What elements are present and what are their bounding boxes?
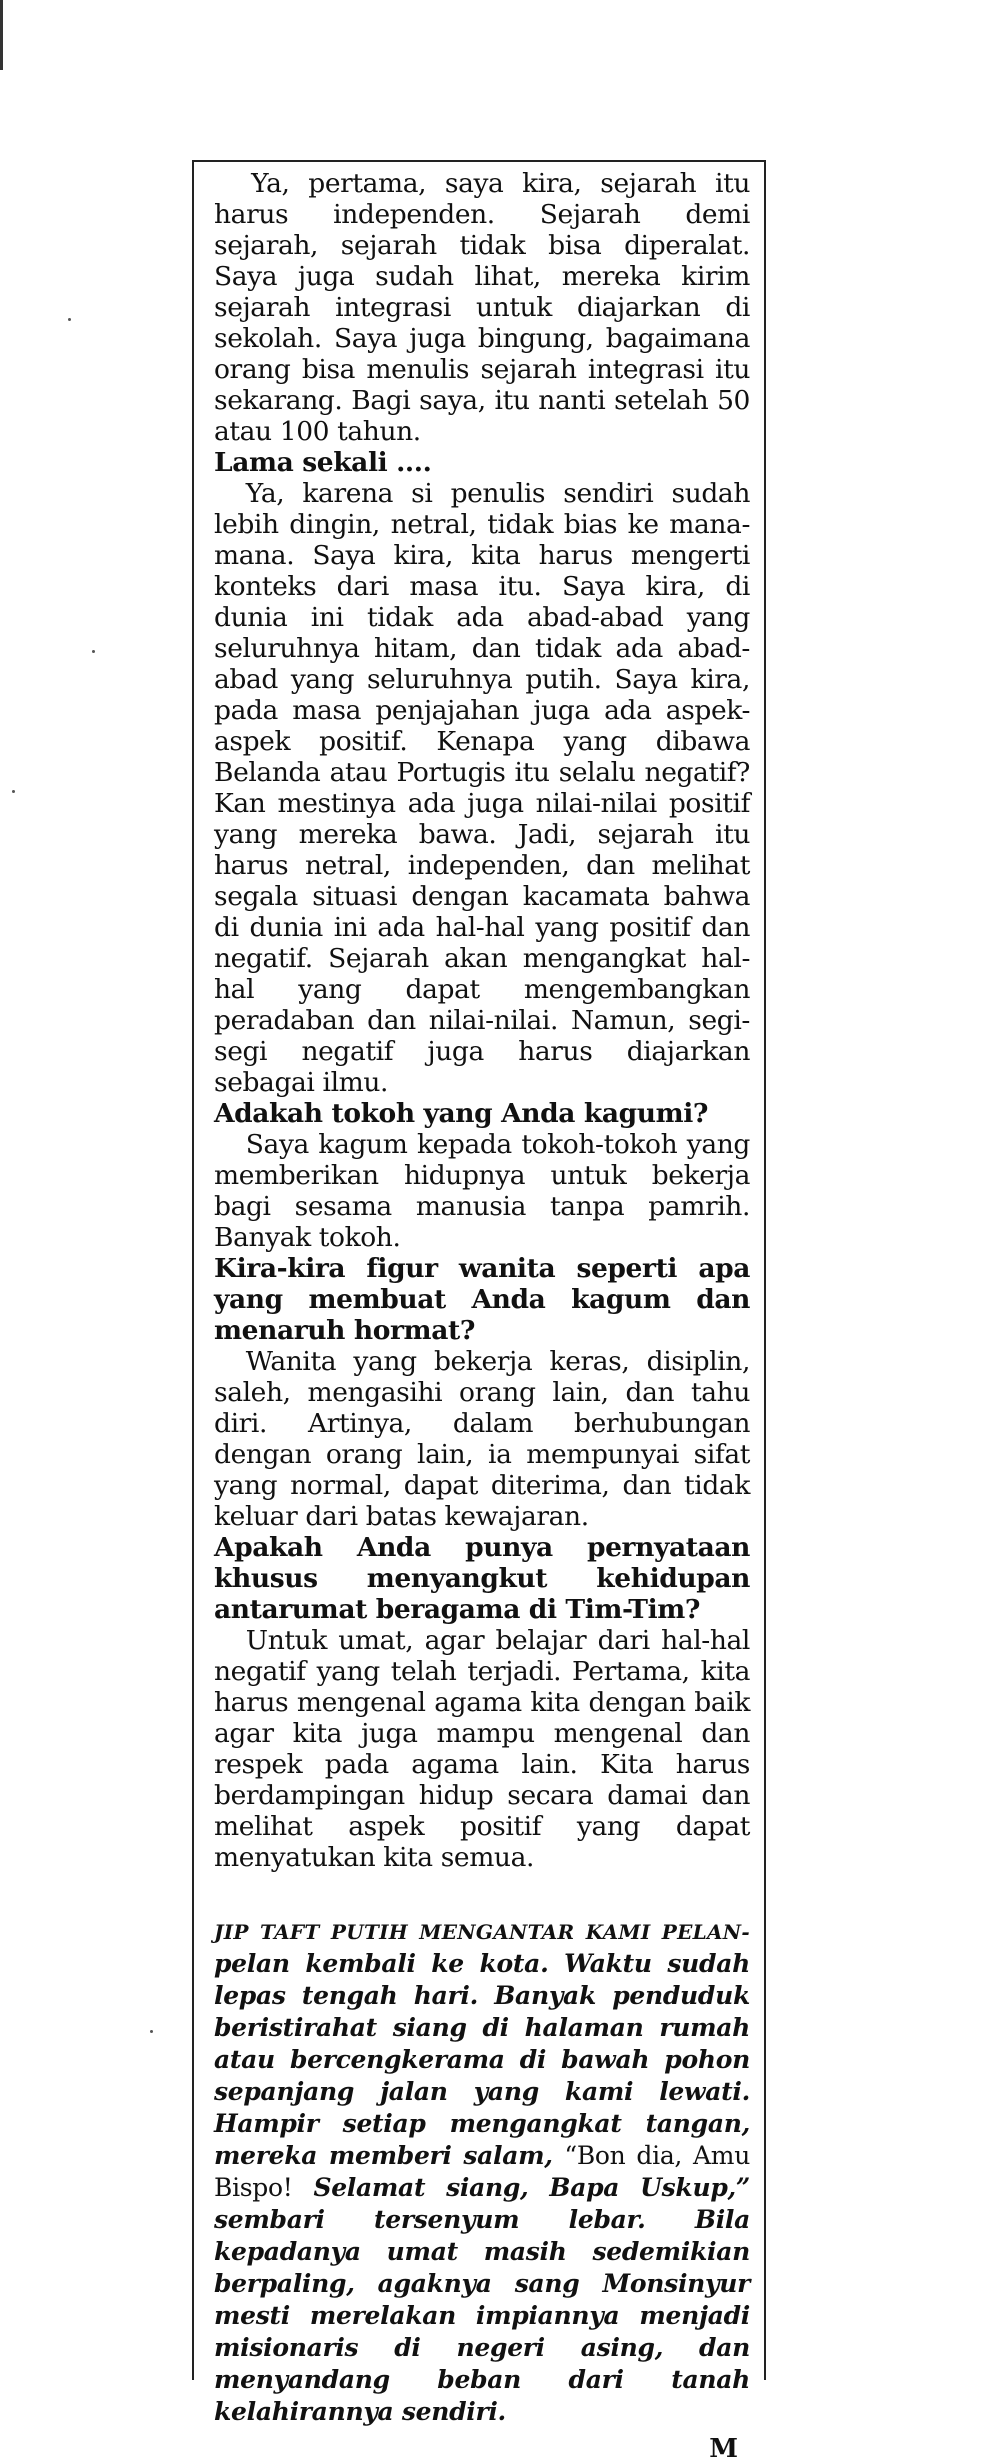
closing-quote: “Bon dia, Amu Bispo! [214,2141,750,2202]
speck [68,318,71,321]
answer-paragraph: Ya, karena si penulis sendiri sudah lebih dingin, netral, tidak bias ke mana-mana. Saya kira, kita harus mengerti konteks dari masa itu. Saya kira, di dunia ini tidak ada abad-abad yang seluruhnya hitam, dan tidak ada abad-abad yang seluruhnya putih. Saya kira, pada masa penjajahan juga ada aspek-aspek positif. Kenapa yang dibawa Belanda atau Portugis itu selalu negatif? Kan mestinya ada juga nilai-nilai positif yang mereka bawa. Jadi, sejarah itu harus netral, independen, dan melihat segala situasi dengan kacamata bahwa di dunia ini ada hal-hal yang positif dan negatif. Sejarah akan mengangkat hal-hal yang dapat mengembangkan peradaban dan nilai-nilai. Namun, segi-segi negatif juga harus diajarkan sebagai ilmu. [214,478,750,1098]
signoff-mark: M [709,2434,738,2464]
page-edge-mark [0,0,3,70]
closing-text-part1: pelan kembali ke kota. Waktu sudah lepas tengah hari. Banyak penduduk beristirahat siang di halaman rumah atau bercengkerama di bawah pohon sepanjang jalan yang kami lewati. Hampir setiap mengangkat tangan, mereka memberi salam, [214,1949,750,2170]
question-heading: Lama sekali .... [214,447,432,478]
closing-paragraph [214,1915,750,2428]
answer-paragraph: Untuk umat, agar belajar dari hal-hal negatif yang telah terjadi. Pertama, kita harus mengenal agama kita dengan baik agar kita juga mampu mengenal dan respek pada agama lain. Kita harus berdampingan hidup secara damai dan melihat aspek positif yang dapat menyatukan kita semua. [214,1625,750,1873]
question-heading: Apakah Anda punya pernyataan khusus menyangkut kehidupan antarumat beragama di Tim-Tim? [214,1532,750,1625]
speck [12,790,15,793]
question-heading: Adakah tokoh yang Anda kagumi? [214,1098,709,1129]
question-heading: Kira-kira figur wanita seperti apa yang membuat Anda kagum dan menaruh hormat? [214,1253,750,1346]
speck [150,2030,153,2033]
closing-text-part2: Selamat siang, Bapa Uskup,” sembari tersenyum lebar. Bila kepadanya umat masih sedemikian berpaling, agaknya sang Monsinyur mesti merelakan impiannya menjadi misionaris di negeri asing, dan menyandang beban dari tanah kelahirannya sendiri. [214,2173,750,2426]
article-column [192,160,766,2464]
answer-paragraph: Wanita yang bekerja keras, disiplin, saleh, mengasihi orang lain, dan tahu diri. Artinya, dalam berhubungan dengan orang lain, ia mempunyai sifat yang normal, dapat diterima, dan tidak keluar dari batas kewajaran. [214,1346,750,1532]
closing-lead: JIP TAFT PUTIH MENGANTAR KAMI PELAN- [214,1920,750,1944]
speck [92,650,95,653]
answer-paragraph: Saya kagum kepada tokoh-tokoh yang memberikan hidupnya untuk bekerja bagi sesama manusia tanpa pamrih. Banyak tokoh. [214,1129,750,1253]
answer-paragraph: Ya, pertama, saya kira, sejarah itu harus independen. Sejarah demi sejarah, sejarah tidak bisa diperalat. Saya juga sudah lihat, mereka kirim sejarah integrasi untuk diajarkan di sekolah. Saya juga bingung, bagaimana orang bisa menulis sejarah integrasi itu sekarang. Bagi saya, itu nanti setelah 50 atau 100 tahun. [214,168,750,447]
